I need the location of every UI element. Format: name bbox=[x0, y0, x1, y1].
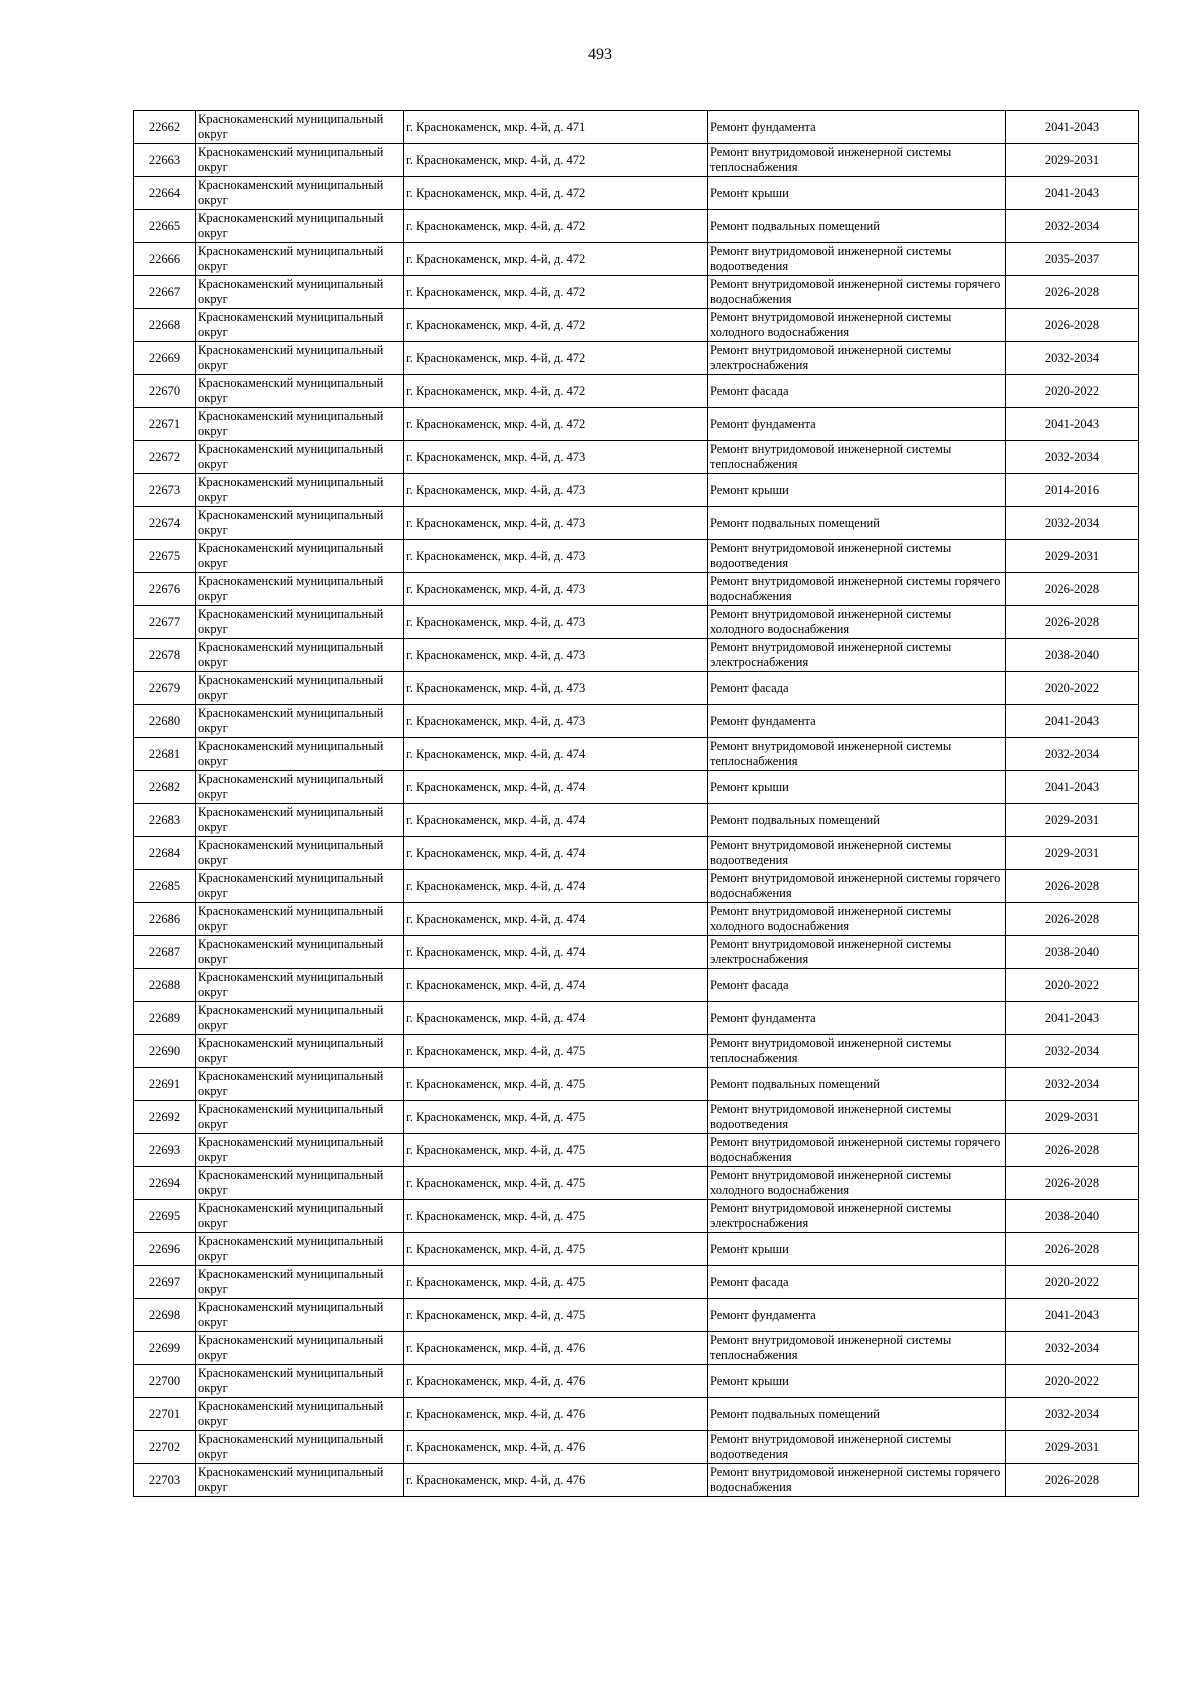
row-number: 22681 bbox=[134, 738, 196, 771]
address-cell: г. Краснокаменск, мкр. 4-й, д. 474 bbox=[404, 903, 708, 936]
row-number: 22671 bbox=[134, 408, 196, 441]
table-row bbox=[134, 408, 1139, 441]
work-type-cell: Ремонт фундамента bbox=[708, 111, 1006, 144]
row-number: 22690 bbox=[134, 1035, 196, 1068]
table-row bbox=[134, 705, 1139, 738]
row-number: 22672 bbox=[134, 441, 196, 474]
municipality-cell: Краснокаменский муниципальный округ bbox=[196, 144, 404, 177]
period-cell: 2032-2034 bbox=[1006, 1068, 1139, 1101]
work-type-cell: Ремонт внутридомовой инженерной системы водоотведения bbox=[708, 837, 1006, 870]
municipality-cell: Краснокаменский муниципальный округ bbox=[196, 870, 404, 903]
row-number: 22680 bbox=[134, 705, 196, 738]
table-row bbox=[134, 1299, 1139, 1332]
work-type-cell: Ремонт внутридомовой инженерной системы горячего водоснабжения bbox=[708, 1464, 1006, 1497]
row-number: 22665 bbox=[134, 210, 196, 243]
row-number: 22677 bbox=[134, 606, 196, 639]
municipality-cell: Краснокаменский муниципальный округ bbox=[196, 474, 404, 507]
address-cell: г. Краснокаменск, мкр. 4-й, д. 473 bbox=[404, 474, 708, 507]
municipality-cell: Краснокаменский муниципальный округ bbox=[196, 573, 404, 606]
table-row bbox=[134, 1068, 1139, 1101]
municipality-cell: Краснокаменский муниципальный округ bbox=[196, 342, 404, 375]
address-cell: г. Краснокаменск, мкр. 4-й, д. 472 bbox=[404, 144, 708, 177]
table-row bbox=[134, 804, 1139, 837]
municipality-cell: Краснокаменский муниципальный округ bbox=[196, 1398, 404, 1431]
work-type-cell: Ремонт внутридомовой инженерной системы электроснабжения bbox=[708, 1200, 1006, 1233]
period-cell: 2041-2043 bbox=[1006, 408, 1139, 441]
row-number: 22663 bbox=[134, 144, 196, 177]
table-row bbox=[134, 1002, 1139, 1035]
table-row bbox=[134, 1332, 1139, 1365]
row-number: 22699 bbox=[134, 1332, 196, 1365]
work-type-cell: Ремонт внутридомовой инженерной системы электроснабжения bbox=[708, 639, 1006, 672]
work-type-cell: Ремонт крыши bbox=[708, 474, 1006, 507]
period-cell: 2041-2043 bbox=[1006, 1299, 1139, 1332]
period-cell: 2038-2040 bbox=[1006, 639, 1139, 672]
table-row bbox=[134, 573, 1139, 606]
work-type-cell: Ремонт крыши bbox=[708, 1365, 1006, 1398]
period-cell: 2032-2034 bbox=[1006, 210, 1139, 243]
table-row bbox=[134, 1398, 1139, 1431]
period-cell: 2026-2028 bbox=[1006, 1233, 1139, 1266]
row-number: 22684 bbox=[134, 837, 196, 870]
table-row bbox=[134, 474, 1139, 507]
work-type-cell: Ремонт внутридомовой инженерной системы теплоснабжения bbox=[708, 738, 1006, 771]
work-type-cell: Ремонт фасада bbox=[708, 672, 1006, 705]
row-number: 22662 bbox=[134, 111, 196, 144]
row-number: 22682 bbox=[134, 771, 196, 804]
work-type-cell: Ремонт подвальных помещений bbox=[708, 1398, 1006, 1431]
period-cell: 2032-2034 bbox=[1006, 1035, 1139, 1068]
work-type-cell: Ремонт фасада bbox=[708, 1266, 1006, 1299]
period-cell: 2038-2040 bbox=[1006, 1200, 1139, 1233]
address-cell: г. Краснокаменск, мкр. 4-й, д. 475 bbox=[404, 1233, 708, 1266]
row-number: 22673 bbox=[134, 474, 196, 507]
address-cell: г. Краснокаменск, мкр. 4-й, д. 473 bbox=[404, 639, 708, 672]
municipality-cell: Краснокаменский муниципальный округ bbox=[196, 1464, 404, 1497]
work-type-cell: Ремонт подвальных помещений bbox=[708, 210, 1006, 243]
row-number: 22683 bbox=[134, 804, 196, 837]
work-type-cell: Ремонт внутридомовой инженерной системы теплоснабжения bbox=[708, 144, 1006, 177]
address-cell: г. Краснокаменск, мкр. 4-й, д. 475 bbox=[404, 1266, 708, 1299]
work-type-cell: Ремонт внутридомовой инженерной системы водоотведения bbox=[708, 1431, 1006, 1464]
work-type-cell: Ремонт фундамента bbox=[708, 408, 1006, 441]
period-cell: 2041-2043 bbox=[1006, 111, 1139, 144]
address-cell: г. Краснокаменск, мкр. 4-й, д. 473 bbox=[404, 573, 708, 606]
period-cell: 2029-2031 bbox=[1006, 1431, 1139, 1464]
work-type-cell: Ремонт внутридомовой инженерной системы холодного водоснабжения bbox=[708, 309, 1006, 342]
work-type-cell: Ремонт крыши bbox=[708, 1233, 1006, 1266]
period-cell: 2029-2031 bbox=[1006, 144, 1139, 177]
address-cell: г. Краснокаменск, мкр. 4-й, д. 474 bbox=[404, 936, 708, 969]
period-cell: 2014-2016 bbox=[1006, 474, 1139, 507]
table-row bbox=[134, 903, 1139, 936]
address-cell: г. Краснокаменск, мкр. 4-й, д. 473 bbox=[404, 441, 708, 474]
work-type-cell: Ремонт внутридомовой инженерной системы теплоснабжения bbox=[708, 1332, 1006, 1365]
work-type-cell: Ремонт внутридомовой инженерной системы водоотведения bbox=[708, 540, 1006, 573]
municipality-cell: Краснокаменский муниципальный округ bbox=[196, 969, 404, 1002]
period-cell: 2026-2028 bbox=[1006, 276, 1139, 309]
row-number: 22693 bbox=[134, 1134, 196, 1167]
period-cell: 2029-2031 bbox=[1006, 1101, 1139, 1134]
work-type-cell: Ремонт внутридомовой инженерной системы электроснабжения bbox=[708, 936, 1006, 969]
repair-schedule-table bbox=[133, 110, 1139, 1497]
municipality-cell: Краснокаменский муниципальный округ bbox=[196, 672, 404, 705]
row-number: 22679 bbox=[134, 672, 196, 705]
address-cell: г. Краснокаменск, мкр. 4-й, д. 476 bbox=[404, 1398, 708, 1431]
period-cell: 2041-2043 bbox=[1006, 771, 1139, 804]
municipality-cell: Краснокаменский муниципальный округ bbox=[196, 1035, 404, 1068]
table-body bbox=[134, 111, 1139, 1497]
work-type-cell: Ремонт внутридомовой инженерной системы электроснабжения bbox=[708, 342, 1006, 375]
work-type-cell: Ремонт фундамента bbox=[708, 1299, 1006, 1332]
period-cell: 2041-2043 bbox=[1006, 705, 1139, 738]
address-cell: г. Краснокаменск, мкр. 4-й, д. 476 bbox=[404, 1464, 708, 1497]
table-row bbox=[134, 837, 1139, 870]
municipality-cell: Краснокаменский муниципальный округ bbox=[196, 210, 404, 243]
address-cell: г. Краснокаменск, мкр. 4-й, д. 473 bbox=[404, 507, 708, 540]
work-type-cell: Ремонт внутридомовой инженерной системы горячего водоснабжения bbox=[708, 1134, 1006, 1167]
municipality-cell: Краснокаменский муниципальный округ bbox=[196, 1200, 404, 1233]
period-cell: 2038-2040 bbox=[1006, 936, 1139, 969]
address-cell: г. Краснокаменск, мкр. 4-й, д. 473 bbox=[404, 540, 708, 573]
period-cell: 2032-2034 bbox=[1006, 738, 1139, 771]
period-cell: 2026-2028 bbox=[1006, 606, 1139, 639]
row-number: 22691 bbox=[134, 1068, 196, 1101]
municipality-cell: Краснокаменский муниципальный округ bbox=[196, 177, 404, 210]
address-cell: г. Краснокаменск, мкр. 4-й, д. 475 bbox=[404, 1200, 708, 1233]
work-type-cell: Ремонт фундамента bbox=[708, 1002, 1006, 1035]
address-cell: г. Краснокаменск, мкр. 4-й, д. 475 bbox=[404, 1101, 708, 1134]
table-row bbox=[134, 210, 1139, 243]
row-number: 22667 bbox=[134, 276, 196, 309]
municipality-cell: Краснокаменский муниципальный округ bbox=[196, 375, 404, 408]
row-number: 22687 bbox=[134, 936, 196, 969]
row-number: 22678 bbox=[134, 639, 196, 672]
municipality-cell: Краснокаменский муниципальный округ bbox=[196, 606, 404, 639]
row-number: 22701 bbox=[134, 1398, 196, 1431]
address-cell: г. Краснокаменск, мкр. 4-й, д. 472 bbox=[404, 342, 708, 375]
period-cell: 2041-2043 bbox=[1006, 1002, 1139, 1035]
address-cell: г. Краснокаменск, мкр. 4-й, д. 473 bbox=[404, 705, 708, 738]
row-number: 22674 bbox=[134, 507, 196, 540]
row-number: 22703 bbox=[134, 1464, 196, 1497]
address-cell: г. Краснокаменск, мкр. 4-й, д. 475 bbox=[404, 1035, 708, 1068]
work-type-cell: Ремонт внутридомовой инженерной системы холодного водоснабжения bbox=[708, 1167, 1006, 1200]
row-number: 22686 bbox=[134, 903, 196, 936]
municipality-cell: Краснокаменский муниципальный округ bbox=[196, 1299, 404, 1332]
row-number: 22685 bbox=[134, 870, 196, 903]
row-number: 22689 bbox=[134, 1002, 196, 1035]
work-type-cell: Ремонт фундамента bbox=[708, 705, 1006, 738]
table-row bbox=[134, 507, 1139, 540]
work-type-cell: Ремонт внутридомовой инженерной системы водоотведения bbox=[708, 243, 1006, 276]
table-row bbox=[134, 276, 1139, 309]
period-cell: 2026-2028 bbox=[1006, 309, 1139, 342]
municipality-cell: Краснокаменский муниципальный округ bbox=[196, 408, 404, 441]
address-cell: г. Краснокаменск, мкр. 4-й, д. 474 bbox=[404, 738, 708, 771]
table-row bbox=[134, 1101, 1139, 1134]
table-row bbox=[134, 672, 1139, 705]
row-number: 22698 bbox=[134, 1299, 196, 1332]
table-row bbox=[134, 243, 1139, 276]
table-row bbox=[134, 1200, 1139, 1233]
table-row bbox=[134, 441, 1139, 474]
work-type-cell: Ремонт фасада bbox=[708, 375, 1006, 408]
page-number: 493 bbox=[588, 46, 612, 63]
table-row bbox=[134, 870, 1139, 903]
row-number: 22700 bbox=[134, 1365, 196, 1398]
table-row bbox=[134, 111, 1139, 144]
table-row bbox=[134, 606, 1139, 639]
period-cell: 2020-2022 bbox=[1006, 1365, 1139, 1398]
table-row bbox=[134, 144, 1139, 177]
work-type-cell: Ремонт крыши bbox=[708, 177, 1006, 210]
period-cell: 2032-2034 bbox=[1006, 342, 1139, 375]
address-cell: г. Краснокаменск, мкр. 4-й, д. 475 bbox=[404, 1068, 708, 1101]
municipality-cell: Краснокаменский муниципальный округ bbox=[196, 1431, 404, 1464]
municipality-cell: Краснокаменский муниципальный округ bbox=[196, 111, 404, 144]
address-cell: г. Краснокаменск, мкр. 4-й, д. 472 bbox=[404, 276, 708, 309]
work-type-cell: Ремонт внутридомовой инженерной системы горячего водоснабжения bbox=[708, 573, 1006, 606]
table-row bbox=[134, 375, 1139, 408]
period-cell: 2029-2031 bbox=[1006, 837, 1139, 870]
municipality-cell: Краснокаменский муниципальный округ bbox=[196, 276, 404, 309]
municipality-cell: Краснокаменский муниципальный округ bbox=[196, 507, 404, 540]
municipality-cell: Краснокаменский муниципальный округ bbox=[196, 243, 404, 276]
address-cell: г. Краснокаменск, мкр. 4-й, д. 474 bbox=[404, 837, 708, 870]
work-type-cell: Ремонт внутридомовой инженерной системы горячего водоснабжения bbox=[708, 276, 1006, 309]
table-row bbox=[134, 1464, 1139, 1497]
municipality-cell: Краснокаменский муниципальный округ bbox=[196, 639, 404, 672]
address-cell: г. Краснокаменск, мкр. 4-й, д. 474 bbox=[404, 804, 708, 837]
row-number: 22675 bbox=[134, 540, 196, 573]
work-type-cell: Ремонт фасада bbox=[708, 969, 1006, 1002]
work-type-cell: Ремонт подвальных помещений bbox=[708, 804, 1006, 837]
municipality-cell: Краснокаменский муниципальный округ bbox=[196, 1134, 404, 1167]
row-number: 22676 bbox=[134, 573, 196, 606]
row-number: 22666 bbox=[134, 243, 196, 276]
period-cell: 2026-2028 bbox=[1006, 1167, 1139, 1200]
period-cell: 2026-2028 bbox=[1006, 1134, 1139, 1167]
address-cell: г. Краснокаменск, мкр. 4-й, д. 474 bbox=[404, 771, 708, 804]
table-row bbox=[134, 309, 1139, 342]
row-number: 22688 bbox=[134, 969, 196, 1002]
row-number: 22664 bbox=[134, 177, 196, 210]
table-row bbox=[134, 1167, 1139, 1200]
row-number: 22669 bbox=[134, 342, 196, 375]
municipality-cell: Краснокаменский муниципальный округ bbox=[196, 540, 404, 573]
address-cell: г. Краснокаменск, мкр. 4-й, д. 472 bbox=[404, 309, 708, 342]
address-cell: г. Краснокаменск, мкр. 4-й, д. 474 bbox=[404, 1002, 708, 1035]
table-row bbox=[134, 342, 1139, 375]
table-row bbox=[134, 771, 1139, 804]
address-cell: г. Краснокаменск, мкр. 4-й, д. 472 bbox=[404, 210, 708, 243]
municipality-cell: Краснокаменский муниципальный округ bbox=[196, 705, 404, 738]
work-type-cell: Ремонт внутридомовой инженерной системы холодного водоснабжения bbox=[708, 903, 1006, 936]
row-number: 22668 bbox=[134, 309, 196, 342]
municipality-cell: Краснокаменский муниципальный округ bbox=[196, 1101, 404, 1134]
period-cell: 2032-2034 bbox=[1006, 1398, 1139, 1431]
period-cell: 2032-2034 bbox=[1006, 441, 1139, 474]
municipality-cell: Краснокаменский муниципальный округ bbox=[196, 771, 404, 804]
table-row bbox=[134, 969, 1139, 1002]
row-number: 22692 bbox=[134, 1101, 196, 1134]
period-cell: 2026-2028 bbox=[1006, 903, 1139, 936]
period-cell: 2032-2034 bbox=[1006, 1332, 1139, 1365]
municipality-cell: Краснокаменский муниципальный округ bbox=[196, 903, 404, 936]
table-row bbox=[134, 1266, 1139, 1299]
table-row bbox=[134, 177, 1139, 210]
table-row bbox=[134, 936, 1139, 969]
row-number: 22695 bbox=[134, 1200, 196, 1233]
period-cell: 2029-2031 bbox=[1006, 804, 1139, 837]
work-type-cell: Ремонт внутридомовой инженерной системы водоотведения bbox=[708, 1101, 1006, 1134]
table-row bbox=[134, 1431, 1139, 1464]
address-cell: г. Краснокаменск, мкр. 4-й, д. 475 bbox=[404, 1167, 708, 1200]
work-type-cell: Ремонт крыши bbox=[708, 771, 1006, 804]
period-cell: 2026-2028 bbox=[1006, 573, 1139, 606]
address-cell: г. Краснокаменск, мкр. 4-й, д. 472 bbox=[404, 375, 708, 408]
period-cell: 2026-2028 bbox=[1006, 870, 1139, 903]
table-row bbox=[134, 1134, 1139, 1167]
table-row bbox=[134, 540, 1139, 573]
table-row bbox=[134, 1035, 1139, 1068]
period-cell: 2041-2043 bbox=[1006, 177, 1139, 210]
address-cell: г. Краснокаменск, мкр. 4-й, д. 473 bbox=[404, 606, 708, 639]
municipality-cell: Краснокаменский муниципальный округ bbox=[196, 1233, 404, 1266]
municipality-cell: Краснокаменский муниципальный округ bbox=[196, 1332, 404, 1365]
address-cell: г. Краснокаменск, мкр. 4-й, д. 476 bbox=[404, 1431, 708, 1464]
row-number: 22694 bbox=[134, 1167, 196, 1200]
municipality-cell: Краснокаменский муниципальный округ bbox=[196, 1002, 404, 1035]
address-cell: г. Краснокаменск, мкр. 4-й, д. 473 bbox=[404, 672, 708, 705]
work-type-cell: Ремонт внутридомовой инженерной системы холодного водоснабжения bbox=[708, 606, 1006, 639]
address-cell: г. Краснокаменск, мкр. 4-й, д. 476 bbox=[404, 1365, 708, 1398]
work-type-cell: Ремонт внутридомовой инженерной системы горячего водоснабжения bbox=[708, 870, 1006, 903]
municipality-cell: Краснокаменский муниципальный округ bbox=[196, 738, 404, 771]
municipality-cell: Краснокаменский муниципальный округ bbox=[196, 837, 404, 870]
period-cell: 2020-2022 bbox=[1006, 672, 1139, 705]
municipality-cell: Краснокаменский муниципальный округ bbox=[196, 1365, 404, 1398]
period-cell: 2020-2022 bbox=[1006, 1266, 1139, 1299]
address-cell: г. Краснокаменск, мкр. 4-й, д. 471 bbox=[404, 111, 708, 144]
table-row bbox=[134, 1233, 1139, 1266]
period-cell: 2020-2022 bbox=[1006, 375, 1139, 408]
municipality-cell: Краснокаменский муниципальный округ bbox=[196, 441, 404, 474]
period-cell: 2029-2031 bbox=[1006, 540, 1139, 573]
work-type-cell: Ремонт подвальных помещений bbox=[708, 507, 1006, 540]
municipality-cell: Краснокаменский муниципальный округ bbox=[196, 936, 404, 969]
period-cell: 2035-2037 bbox=[1006, 243, 1139, 276]
table-row bbox=[134, 1365, 1139, 1398]
address-cell: г. Краснокаменск, мкр. 4-й, д. 475 bbox=[404, 1134, 708, 1167]
row-number: 22697 bbox=[134, 1266, 196, 1299]
table-row bbox=[134, 639, 1139, 672]
municipality-cell: Краснокаменский муниципальный округ bbox=[196, 1167, 404, 1200]
municipality-cell: Краснокаменский муниципальный округ bbox=[196, 1068, 404, 1101]
municipality-cell: Краснокаменский муниципальный округ bbox=[196, 804, 404, 837]
row-number: 22670 bbox=[134, 375, 196, 408]
row-number: 22696 bbox=[134, 1233, 196, 1266]
period-cell: 2020-2022 bbox=[1006, 969, 1139, 1002]
work-type-cell: Ремонт подвальных помещений bbox=[708, 1068, 1006, 1101]
period-cell: 2026-2028 bbox=[1006, 1464, 1139, 1497]
address-cell: г. Краснокаменск, мкр. 4-й, д. 472 bbox=[404, 243, 708, 276]
address-cell: г. Краснокаменск, мкр. 4-й, д. 472 bbox=[404, 177, 708, 210]
address-cell: г. Краснокаменск, мкр. 4-й, д. 474 bbox=[404, 969, 708, 1002]
row-number: 22702 bbox=[134, 1431, 196, 1464]
address-cell: г. Краснокаменск, мкр. 4-й, д. 474 bbox=[404, 870, 708, 903]
address-cell: г. Краснокаменск, мкр. 4-й, д. 472 bbox=[404, 408, 708, 441]
period-cell: 2032-2034 bbox=[1006, 507, 1139, 540]
work-type-cell: Ремонт внутридомовой инженерной системы теплоснабжения bbox=[708, 1035, 1006, 1068]
table-row bbox=[134, 738, 1139, 771]
municipality-cell: Краснокаменский муниципальный округ bbox=[196, 309, 404, 342]
municipality-cell: Краснокаменский муниципальный округ bbox=[196, 1266, 404, 1299]
address-cell: г. Краснокаменск, мкр. 4-й, д. 475 bbox=[404, 1299, 708, 1332]
address-cell: г. Краснокаменск, мкр. 4-й, д. 476 bbox=[404, 1332, 708, 1365]
work-type-cell: Ремонт внутридомовой инженерной системы теплоснабжения bbox=[708, 441, 1006, 474]
